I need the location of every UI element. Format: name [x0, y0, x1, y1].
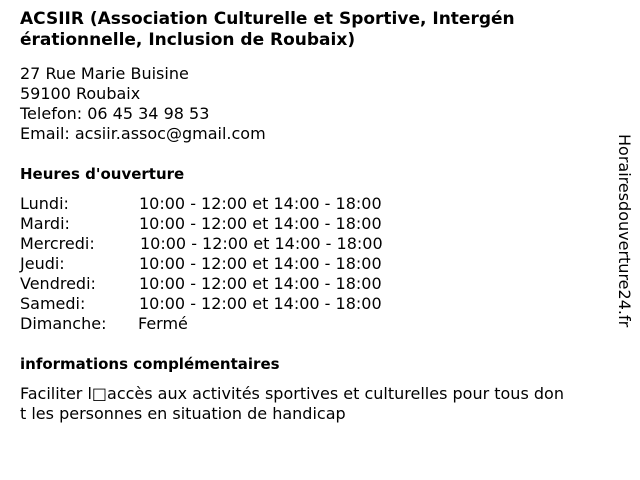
site-brand-vertical: Horairesdouverture24.fr: [615, 134, 634, 328]
time-range: 10:00 - 12:00 et 14:00 - 18:00: [139, 274, 382, 293]
day-label: Lundi:: [20, 194, 69, 213]
postal-city: 59100 Roubaix: [20, 84, 141, 103]
time-range: 10:00 - 12:00 et 14:00 - 18:00: [139, 194, 382, 213]
business-title: ACSIIR (Association Culturelle et Sportive, Intergén érationnelle, Inclusion de Roubaix): [20, 9, 515, 50]
opening-hours-heading: Heures d'ouverture: [20, 165, 185, 183]
time-range: 10:00 - 12:00 et 14:00 - 18:00: [140, 234, 383, 253]
day-label: Vendredi:: [20, 274, 96, 293]
email-address: Email: acsiir.assoc@gmail.com: [20, 124, 266, 143]
day-label: Mardi:: [20, 214, 70, 233]
day-label: Dimanche:: [20, 314, 107, 333]
additional-info-text: Faciliter l□accès aux activités sportives et culturelles pour tous don t les personnes en situation de handicap: [20, 384, 564, 423]
time-range: 10:00 - 12:00 et 14:00 - 18:00: [139, 214, 382, 233]
additional-info-heading: informations complémentaires: [20, 355, 280, 373]
street-address: 27 Rue Marie Buisine: [20, 64, 189, 83]
day-label: Jeudi:: [20, 254, 65, 273]
phone-number: Telefon: 06 45 34 98 53: [20, 104, 210, 123]
address-block: [20, 64, 266, 144]
time-range: 10:00 - 12:00 et 14:00 - 18:00: [139, 254, 382, 273]
day-label: Samedi:: [20, 294, 86, 313]
time-range: 10:00 - 12:00 et 14:00 - 18:00: [139, 294, 382, 313]
time-range: Fermé: [138, 314, 188, 333]
day-label: Mercredi:: [20, 234, 95, 253]
